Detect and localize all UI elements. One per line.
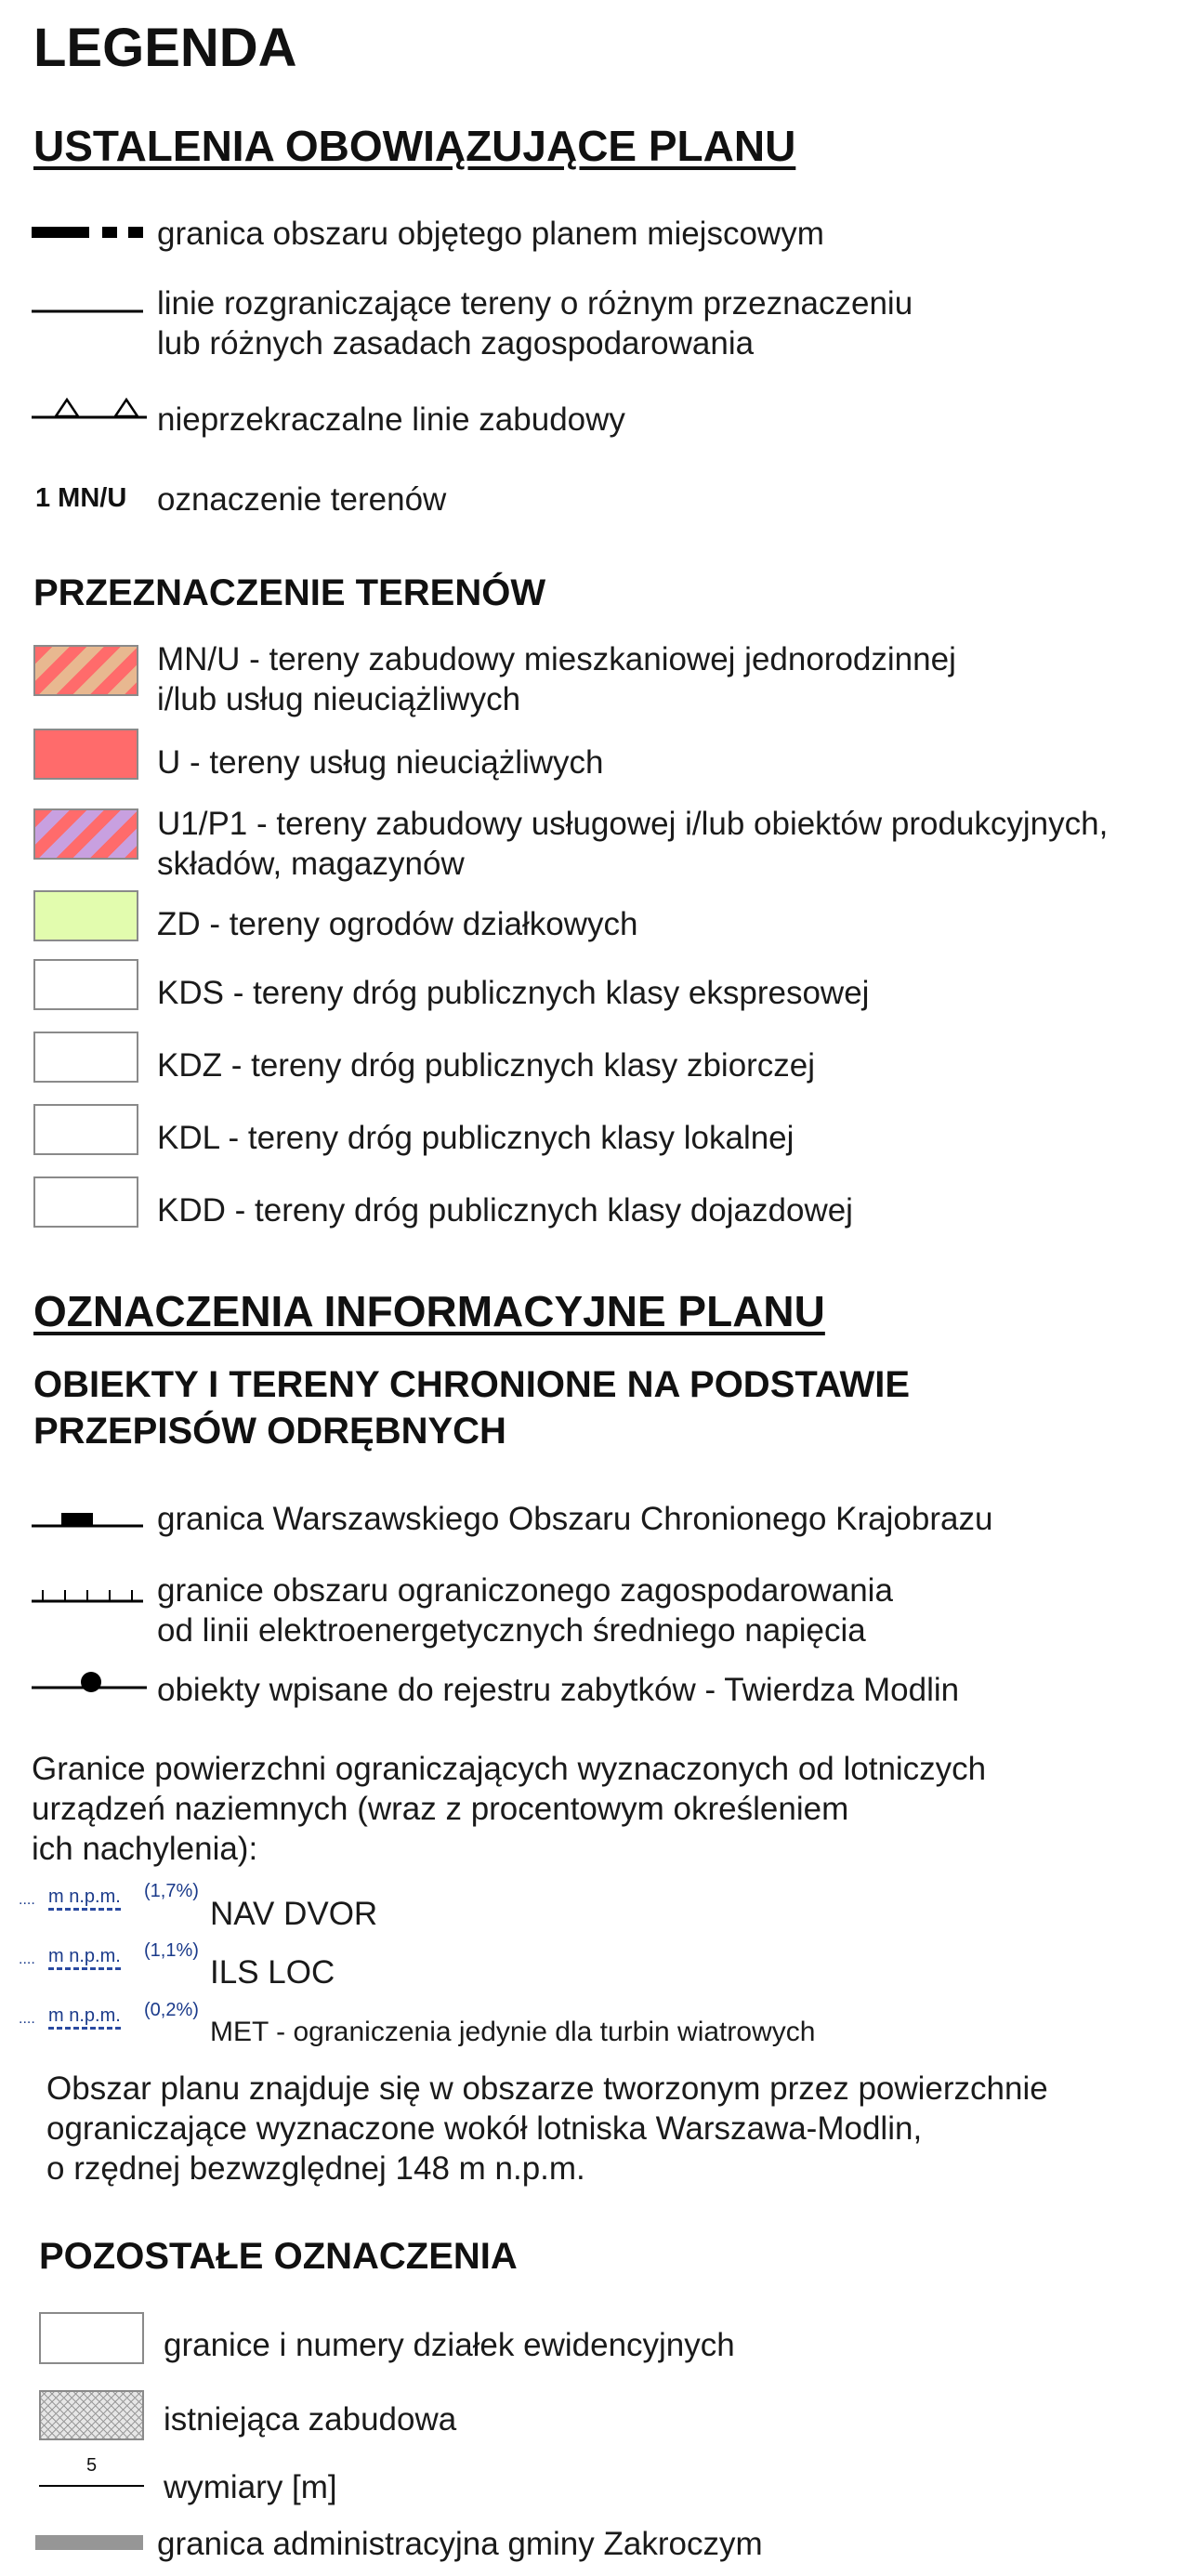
- demarcation-line-label-1: linie rozgraniczające tereny o różnym przeznaczeniu: [157, 285, 913, 322]
- monument-symbol: [32, 1669, 147, 1697]
- up-label-1: U1/P1 - tereny zabudowy usługowej i/lub obiektów produkcyjnych,: [157, 806, 1109, 842]
- plan-boundary-symbol: [32, 223, 143, 242]
- up-label-2: składów, magazynów: [157, 846, 465, 882]
- aviation-surfaces-text-2: urządzeń naziemnych (wraz z procentowym określeniem: [32, 1791, 849, 1827]
- parcel-boundary-swatch: [39, 2312, 144, 2364]
- building-line-label: nieprzekraczalne linie zabudowy: [157, 401, 625, 438]
- aviation-surfaces-text-1: Granice powierzchni ograniczających wyznaczonych od lotniczych: [32, 1751, 987, 1787]
- kdz-swatch: [33, 1032, 138, 1083]
- power-line-zone-label-1: granice obszaru ograniczonego zagospodarowania: [157, 1572, 893, 1609]
- u-swatch: [33, 729, 138, 780]
- kds-swatch: [33, 959, 138, 1010]
- demarcation-line-symbol: [32, 307, 143, 316]
- met-percent: (0,2%): [144, 2000, 199, 2020]
- plan-boundary-label: granica obszaru objętego planem miejscowym: [157, 216, 824, 252]
- section-heading-informacyjne: OZNACZENIA INFORMACYJNE PLANU: [33, 1287, 825, 1335]
- section-heading-przeznaczenie: PRZEZNACZENIE TERENÓW: [33, 572, 546, 613]
- airport-area-text-1: Obszar planu znajduje się w obszarze tworzonym przez powierzchnie: [46, 2070, 1048, 2107]
- protected-subheading-1: OBIEKTY I TERENY CHRONIONE NA PODSTAWIE: [33, 1364, 911, 1405]
- protected-subheading-2: PRZEPISÓW ODRĘBNYCH: [33, 1411, 506, 1452]
- dimension-number: 5: [85, 2455, 98, 2476]
- area-designation-label: oznaczenie terenów: [157, 481, 447, 518]
- ils-loc-percent: (1,1%): [144, 1940, 199, 1961]
- admin-boundary-swatch: [35, 2535, 143, 2550]
- ils-loc-label: ILS LOC: [210, 1954, 335, 1991]
- section-heading-ustalenia: USTALENIA OBOWIĄZUJĄCE PLANU: [33, 122, 796, 170]
- building-line-symbol: [32, 394, 147, 422]
- ils-loc-code: m n.p.m.: [48, 1946, 121, 1970]
- existing-buildings-label: istniejąca zabudowa: [164, 2401, 457, 2438]
- airport-area-text-2: ograniczające wyznaczone wokół lotniska Warszawa-Modlin,: [46, 2110, 923, 2147]
- nav-dvor-code: m n.p.m.: [48, 1886, 121, 1911]
- power-line-zone-label-2: od linii elektroenergetycznych średniego napięcia: [157, 1612, 866, 1649]
- ils-loc-dots: ....: [19, 1952, 35, 1967]
- u-label: U - tereny usług nieuciążliwych: [157, 744, 604, 781]
- existing-buildings-swatch: [39, 2390, 144, 2440]
- parcel-boundary-label: granice i numery działek ewidencyjnych: [164, 2327, 735, 2363]
- demarcation-line-label-2: lub różnych zasadach zagospodarowania: [157, 325, 755, 361]
- zd-label: ZD - tereny ogrodów działkowych: [157, 906, 638, 942]
- kdd-label: KDD - tereny dróg publicznych klasy dojazdowej: [157, 1192, 853, 1229]
- met-dots: ....: [19, 2011, 35, 2027]
- section-heading-pozostale: POZOSTAŁE OZNACZENIA: [39, 2236, 518, 2277]
- kdl-label: KDL - tereny dróg publicznych klasy lokalnej: [157, 1120, 794, 1156]
- kdd-swatch: [33, 1176, 138, 1228]
- dimension-label: wymiary [m]: [164, 2469, 337, 2505]
- nav-dvor-symbol: [19, 1881, 204, 1924]
- woch-boundary-label: granica Warszawskiego Obszaru Chronionego Krajobrazu: [157, 1501, 993, 1537]
- ils-loc-symbol: [19, 1940, 204, 1983]
- up-swatch: [33, 808, 138, 860]
- met-label: MET - ograniczenia jedynie dla turbin wiatrowych: [210, 2017, 816, 2047]
- mnu-label-2: i/lub usług nieuciążliwych: [157, 681, 521, 717]
- kdl-swatch: [33, 1104, 138, 1155]
- area-designation-symbol: 1 MN/U: [35, 483, 127, 513]
- aviation-surfaces-text-3: ich nachylenia):: [32, 1831, 258, 1867]
- mnu-label-1: MN/U - tereny zabudowy mieszkaniowej jednorodzinnej: [157, 641, 956, 677]
- mnu-swatch: [33, 645, 138, 696]
- admin-boundary-label: granica administracyjna gminy Zakroczym: [157, 2526, 763, 2562]
- met-code: m n.p.m.: [48, 2005, 121, 2030]
- nav-dvor-percent: (1,7%): [144, 1881, 199, 1901]
- zd-swatch: [33, 890, 138, 941]
- kds-label: KDS - tereny dróg publicznych klasy ekspresowej: [157, 975, 870, 1011]
- dimension-line: [39, 2485, 144, 2487]
- monument-label: obiekty wpisane do rejestru zabytków - Twierdza Modlin: [157, 1672, 960, 1708]
- dimension-symbol: [39, 2455, 144, 2496]
- met-symbol: [19, 2000, 204, 2043]
- legend-title: LEGENDA: [33, 18, 297, 78]
- woch-boundary-symbol: [32, 1507, 143, 1531]
- power-line-zone-symbol: [32, 1583, 143, 1605]
- nav-dvor-label: NAV DVOR: [210, 1896, 378, 1932]
- airport-area-text-3: o rzędnej bezwzględnej 148 m n.p.m.: [46, 2150, 585, 2187]
- kdz-label: KDZ - tereny dróg publicznych klasy zbiorczej: [157, 1047, 816, 1084]
- nav-dvor-dots: ....: [19, 1892, 35, 1908]
